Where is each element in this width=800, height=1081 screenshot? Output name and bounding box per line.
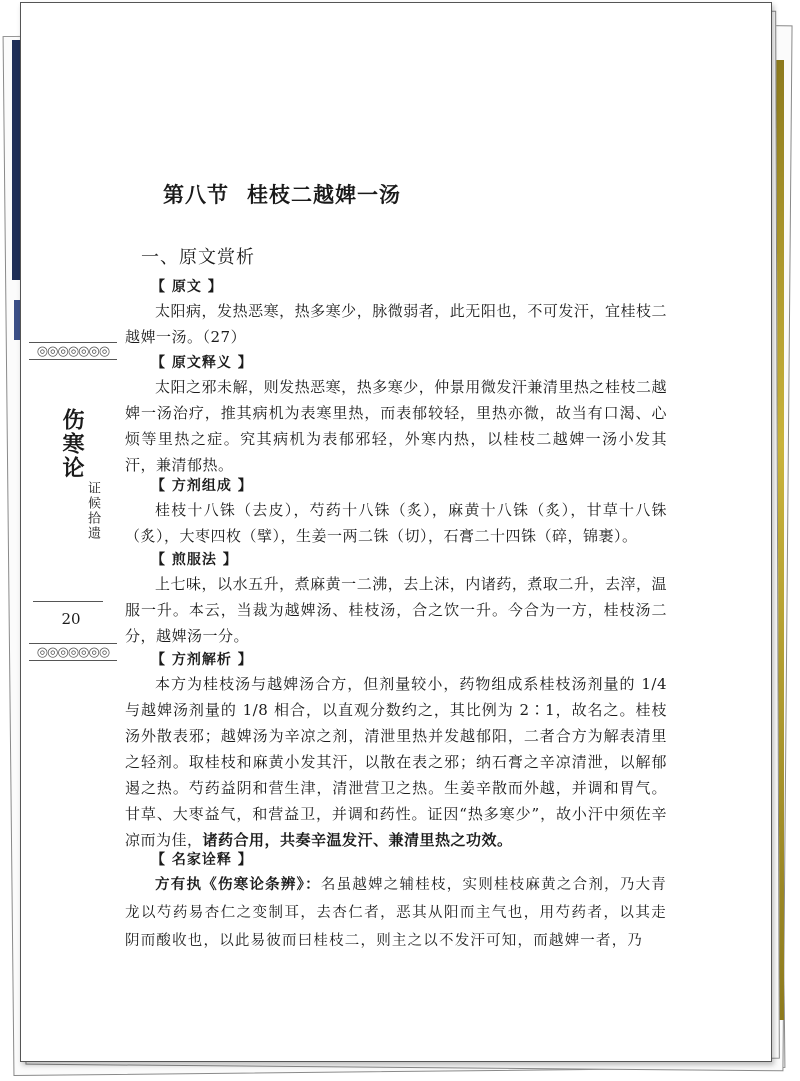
block-tag: 【 原文 】 [151,279,223,295]
section-name: 桂枝二越婢一汤 [247,182,401,207]
text-block [125,549,667,649]
text-block [125,475,667,549]
block-text: 太阳病，发热恶寒，热多寒少，脉微弱者，此无阳也，不可发汗，宜桂枝二越婢一汤。（27） [125,302,667,346]
book-page [20,2,772,1062]
block-tag: 【 名家诠释 】 [151,852,253,868]
margin-divider [33,601,103,602]
block-text [125,871,667,955]
margin-ornament: ◎◎◎◎◎◎◎ [29,342,117,360]
commentary-text: 名虽越婢之辅桂枝，实则桂枝麻黄之合剂，乃大青龙以芍药易杏仁之变制耳，去杏仁者，恶其从阳而主气也，用芍药者，以其走阴而酸收也，以此易彼而曰桂枝二，则主之以不发汗可知，而越婢一者，乃 [125,877,667,949]
block-tag: 【 原文释义 】 [151,355,253,371]
block-tag: 【 煎服法 】 [151,552,238,568]
block-tag: 【 方剂解析 】 [151,652,253,668]
sub-heading: 一、原文赏析 [141,247,255,268]
text-block [125,276,667,350]
block-text: 上七味，以水五升，煮麻黄一二沸，去上沫，内诸药，煮取二升，去滓，温服一升。本云，当裁为越婢汤、桂枝汤，合之饮一升。今合为一方，桂枝汤二分，越婢汤一分。 [125,575,667,645]
analysis-conclusion: 诸药合用，共奏辛温发汗、兼清里热之功效。 [202,831,513,849]
block-text: 太阳之邪未解，则发热恶寒，热多寒少，仲景用微发汗兼清里热之桂枝二越婢一汤治疗，推其病机为表寒里热，而表郁较轻，里热亦微，故当有口渴、心烦等里热之症。究其病机为表郁邪轻，外寒内热，以桂枝二越婢一汤小发其汗，兼清郁热。 [125,378,667,474]
running-book-title: 伤寒论 [59,408,85,480]
analysis-text: 本方为桂枝汤与越婢汤合方，但剂量较小，药物组成系桂枝汤剂量的 1/4 与越婢汤剂量的 1/8 相合，以直观分数约之，其比例为 2∶1，故名之。桂枝汤外散表邪；越婢汤为辛凉之剂，清泄里热并发越郁阳，二者合方为解表清里之轻剂。取桂枝和麻黄小发其汗，以散在表之邪；纳石膏之辛凉清泄，以解郁遏之热。芍药益阴和营生津，清泄营卫之热。生姜辛散而外越，并调和胃气。甘草、大枣益气，和营益卫，并调和药性。证因“热多寒少”，故小汗中须佐辛凉而为佳， [125,675,667,849]
text-block [125,649,667,853]
text-block [125,352,667,478]
page-number: 20 [61,610,81,628]
commentary-source: 方有执《伤寒论条辨》： [155,877,321,893]
section-title [163,179,463,209]
block-text: 桂枝十八铢（去皮），芍药十八铢（炙），麻黄十八铢（炙），甘草十八铢（炙），大枣四枚（擘），生姜一两二铢（切），石膏二十四铢（碎，锦裹）。 [125,501,667,545]
block-text [125,671,667,853]
section-number: 第八节 [163,182,229,207]
running-book-subtitle: 证候拾遗 [85,481,100,541]
block-tag: 【 方剂组成 】 [151,478,253,494]
text-block [125,849,667,955]
margin-ornament: ◎◎◎◎◎◎◎ [29,643,117,661]
